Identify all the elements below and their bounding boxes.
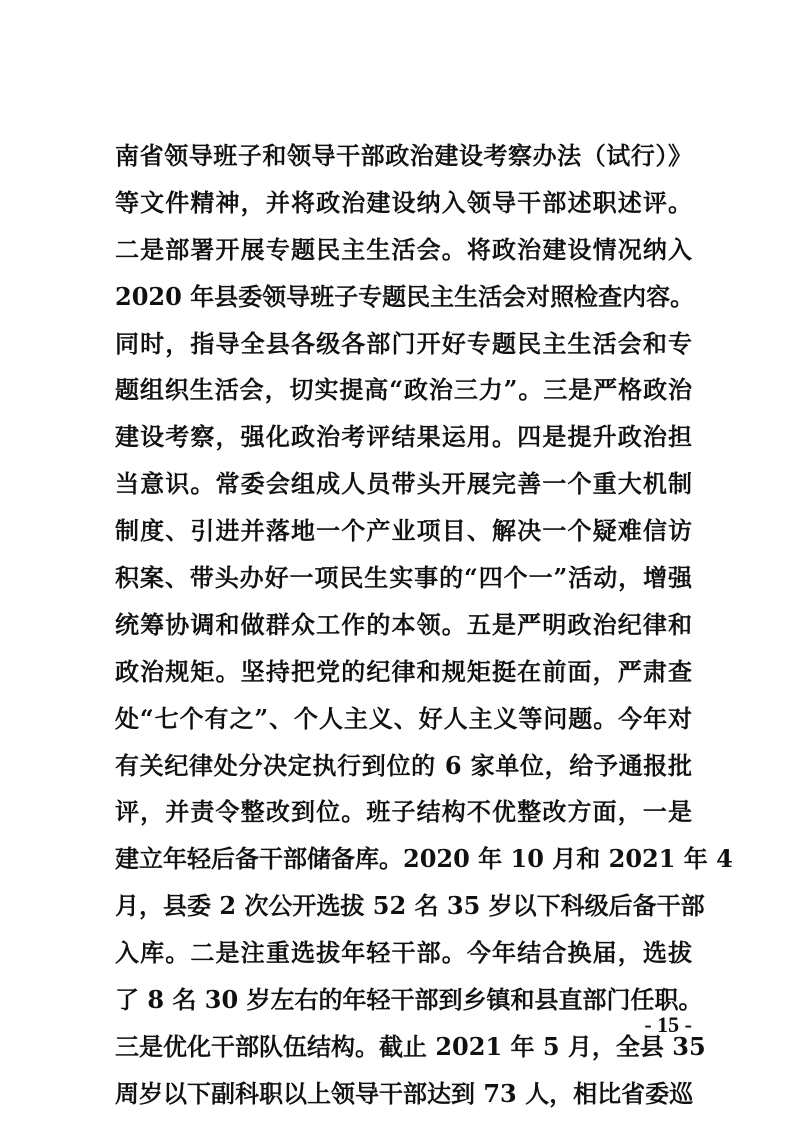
text-line: 周岁以下副科职以上领导干部达到 73 人，相比省委巡: [115, 1078, 694, 1108]
text-line: 同时，指导全县各级各部门开好专题民主生活会和专: [115, 328, 692, 358]
text-line: 有关纪律处分决定执行到位的 6 家单位，给予通报批: [115, 750, 692, 780]
text-line: 评，并责令整改到位。班子结构不优整改方面，一是: [115, 797, 692, 827]
text-line: 题组织生活会，切实提高“政治三力”。三是严格政治: [115, 375, 692, 405]
text-line: 积案、带头办好一项民生实事的“四个一”活动，增强: [115, 563, 692, 593]
text-line: 了 8 名 30 岁左右的年轻干部到乡镇和县直部门任职。: [115, 985, 703, 1015]
body-text: [115, 136, 733, 1121]
text-line: 当意识。常委会组成人员带头开展完善一个重大机制: [115, 469, 692, 499]
text-line: 二是部署开展专题民主生活会。将政治建设情况纳入: [115, 234, 692, 264]
text-line: 南省领导班子和领导干部政治建设考察办法（试行）》: [115, 141, 692, 170]
text-line: 建设考察，强化政治考评结果运用。四是提升政治担: [115, 422, 692, 452]
text-line: 三是优化干部队伍结构。截止 2021 年 5 月，全县 35: [115, 1031, 706, 1061]
text-line: 等文件精神，并将政治建设纳入领导干部述职述评。: [115, 187, 692, 217]
text-line: 入库。二是注重选拔年轻干部。今年结合换届，选拔: [115, 938, 692, 968]
text-line: 月，县委 2 次公开选拔 52 名 35 岁以下科级后备干部: [115, 891, 705, 921]
text-line: 制度、引进并落地一个产业项目、解决一个疑难信访: [115, 516, 692, 546]
page-number: - 15 -: [644, 1012, 692, 1037]
text-line: 统筹协调和做群众工作的本领。五是严明政治纪律和: [115, 609, 692, 639]
text-line: 2020 年县委领导班子专题民主生活会对照检查内容。: [115, 281, 695, 311]
text-line: 处“七个有之”、个人主义、好人主义等问题。今年对: [115, 703, 692, 733]
text-line: 建立年轻后备干部储备库。2020 年 10 月和 2021 年 4: [115, 844, 733, 874]
text-line: 政治规矩。坚持把党的纪律和规矩挺在前面，严肃查: [115, 656, 692, 686]
